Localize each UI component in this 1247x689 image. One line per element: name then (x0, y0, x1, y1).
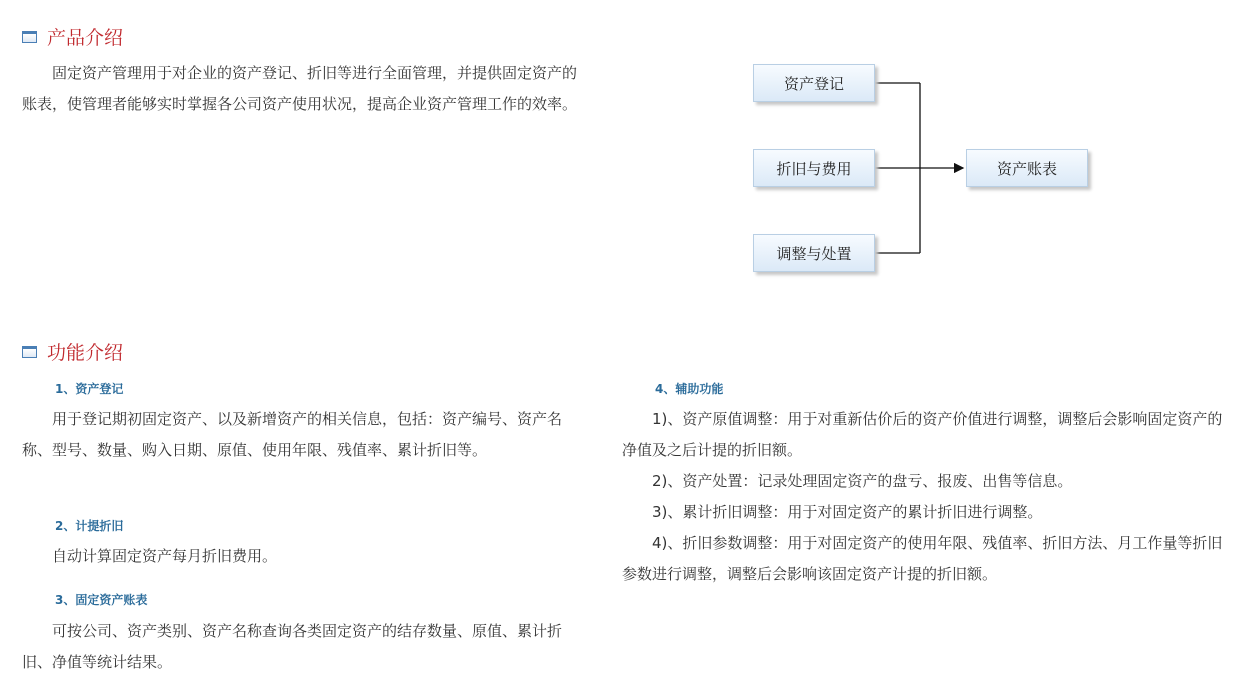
feature-4-point-1: 1)、资产原值调整：用于对重新估价后的资产价值进行调整，调整后会影响固定资产的净值及之后计提的折旧额。 (622, 410, 1223, 459)
feature-4-point-4: 4)、折旧参数调整：用于对固定资产的使用年限、残值率、折旧方法、月工作量等折旧参数进行调整，调整后会影响该固定资产计提的折旧额。 (622, 534, 1223, 583)
feature-3-heading: 3、固定资产账表 (55, 593, 148, 607)
feature-2-heading: 2、计提折旧 (55, 519, 124, 533)
flow-box-adjustment: 调整与处置 (753, 234, 875, 272)
feature-4-paragraph (622, 404, 1227, 590)
features-title: 功能介绍 (47, 342, 124, 364)
feature-4-point-2: 2)、资产处置：记录处理固定资产的盘亏、报废、出售等信息。 (652, 472, 1073, 490)
feature-4-heading: 4、辅助功能 (655, 382, 724, 396)
feature-4-point-3: 3)、累计折旧调整：用于对固定资产的累计折旧进行调整。 (652, 503, 1043, 521)
section-title-features (22, 338, 123, 365)
feature-2-paragraph (22, 541, 577, 572)
feature-1-paragraph (22, 404, 577, 466)
flow-box-asset-ledger: 资产账表 (966, 149, 1088, 187)
feature-3-body: 可按公司、资产类别、资产名称查询各类固定资产的结存数量、原值、累计折旧、净值等统计结果。 (22, 622, 563, 671)
flow-box-depreciation: 折旧与费用 (753, 149, 875, 187)
flow-box-asset-registration: 资产登记 (753, 64, 875, 102)
feature-3-paragraph (22, 616, 577, 678)
feature-1-body: 用于登记期初固定资产、以及新增资产的相关信息，包括：资产编号、资产名称、型号、数量、购入日期、原值、使用年限、残值率、累计折旧等。 (22, 410, 563, 459)
window-icon (22, 346, 37, 358)
feature-1-heading: 1、资产登记 (55, 382, 124, 396)
intro-title: 产品介绍 (47, 27, 124, 49)
feature-2-body: 自动计算固定资产每月折旧费用。 (52, 547, 278, 565)
intro-body: 固定资产管理用于对企业的资产登记、折旧等进行全面管理，并提供固定资产的账表，使管理者能够实时掌握各公司资产使用状况，提高企业资产管理工作的效率。 (22, 64, 578, 113)
